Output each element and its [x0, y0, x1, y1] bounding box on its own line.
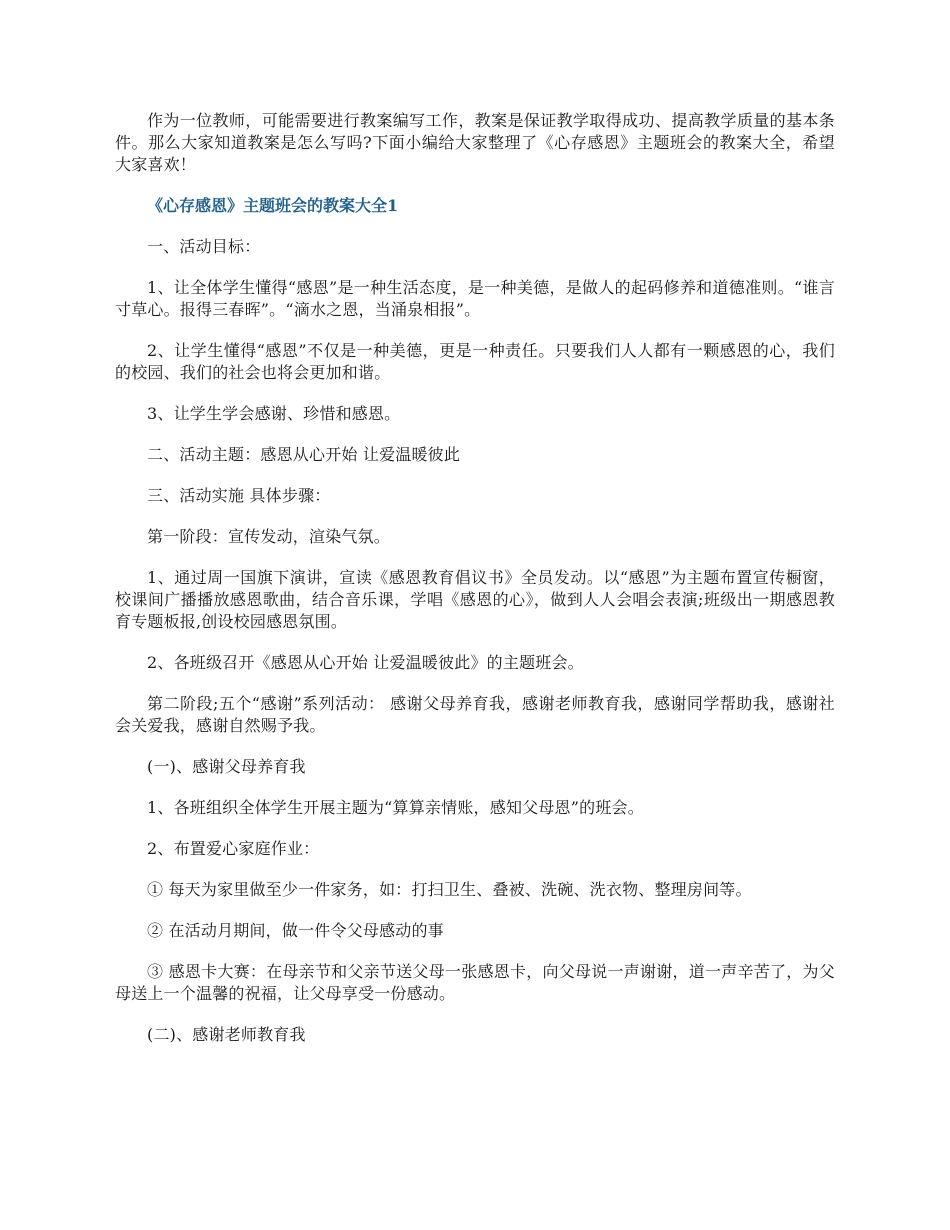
paragraph-thank-teachers: (二)、感谢老师教育我 [147, 1025, 306, 1044]
paragraph-implementation: 三、活动实施 具体步骤： [147, 486, 331, 505]
intro-paragraph: 作为一位教师，可能需要进行教案编写工作，教案是保证教学取得成功、提高教学质量的基本条件。那么大家知道教案是怎么写吗?下面小编给大家整理了《心存感恩》主题班会的教案大全，希望大家喜欢！ [115, 111, 835, 174]
paragraph-homework-2: ② 在活动月期间，做一件令父母感动的事 [147, 921, 444, 940]
paragraph-stage-2: 第二阶段;五个“感谢”系列活动： 感谢父母养育我，感谢老师教育我，感谢同学帮助我，感谢社会关爱我，感谢自然赐予我。 [115, 694, 835, 735]
paragraph-stage-1: 第一阶段：宣传发动，渲染气氛。 [147, 527, 391, 546]
paragraph-homework-1: ① 每天为家里做至少一件家务，如：打扫卫生、叠被、洗碗、洗衣物、整理房间等。 [147, 880, 752, 899]
paragraph-theme: 二、活动主题：感恩从心开始 让爱温暖彼此 [147, 445, 461, 464]
paragraph-thank-parents: (一)、感谢父母养育我 [147, 757, 306, 776]
paragraph-homework-3: ③ 感恩卡大赛：在母亲节和父亲节送父母一张感恩卡，向父母说一声谢谢，道一声辛苦了，为父母送上一个温馨的祝福，让父母享受一份感动。 [115, 962, 835, 1003]
paragraph-parents-item-1: 1、各班组织全体学生开展主题为“算算亲情账，感知父母恩”的班会。 [147, 798, 644, 817]
paragraph-goal-2: 2、让学生懂得“感恩”不仅是一种美德，更是一种责任。只要我们人人都有一颗感恩的心，我们的校园、我们的社会也将会更加和谐。 [115, 341, 835, 382]
paragraph-goals: 一、活动目标： [147, 237, 261, 256]
paragraph-goal-3: 3、让学生学会感谢、珍惜和感恩。 [147, 404, 401, 423]
paragraph-stage-1-item-1: 1、通过周一国旗下演讲，宣读《感恩教育倡议书》全员发动。以“感恩”为主题布置宣传橱窗，校课间广播播放感恩歌曲，结合音乐课，学唱《感恩的心》，做到人人会唱会表演;班级出一期感恩教育专题板报,创设校园感恩氛围。 [115, 568, 835, 631]
paragraph-parents-item-2: 2、布置爱心家庭作业： [147, 839, 320, 858]
paragraph-goal-1: 1、让全体学生懂得“感恩”是一种生活态度，是一种美德，是做人的起码修养和道德准则。“谁言寸草心。报得三春晖”。“滴水之恩，当涌泉相报”。 [115, 278, 835, 319]
section-heading: 《心存感恩》主题班会的教案大全1 [147, 196, 399, 215]
paragraph-stage-1-item-2: 2、各班级召开《感恩从心开始 让爱温暖彼此》的主题班会。 [147, 653, 584, 672]
document-page [115, 110, 835, 1065]
